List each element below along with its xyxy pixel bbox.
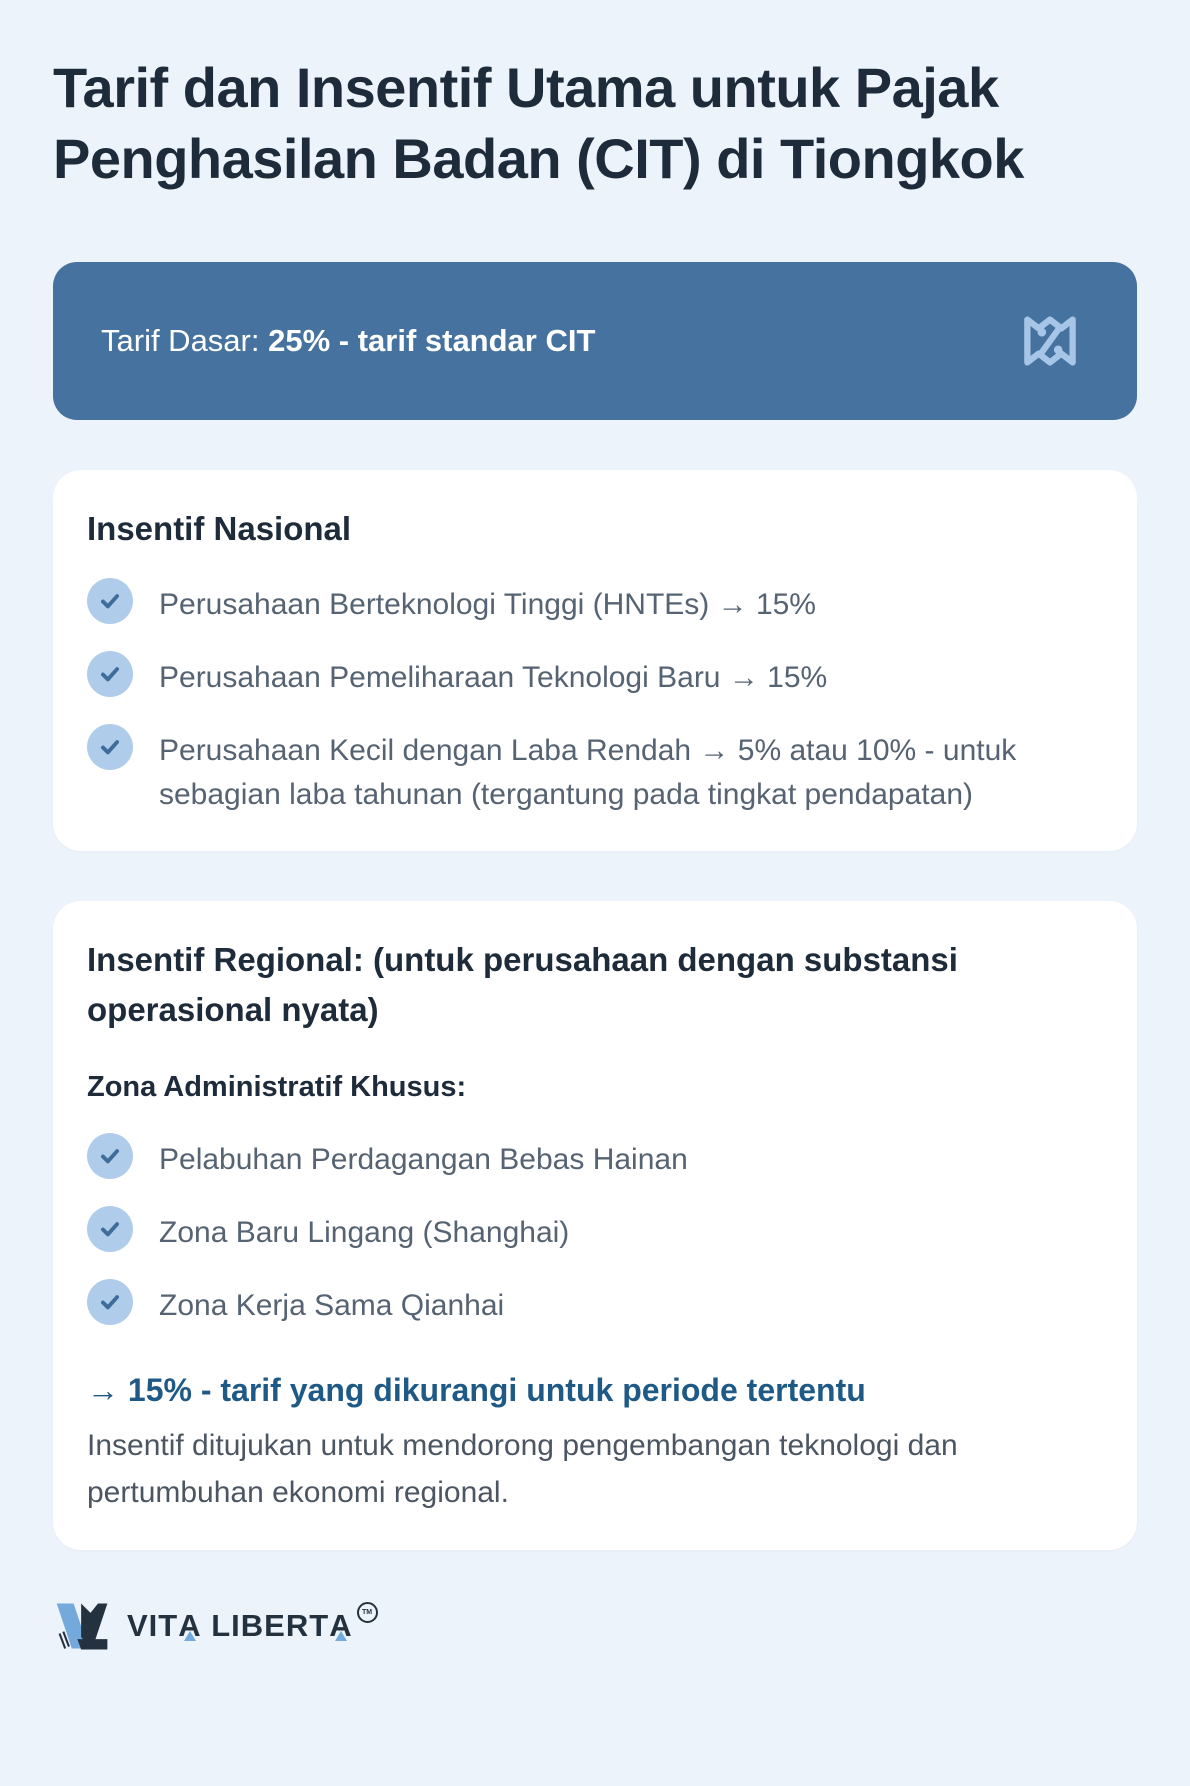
rate-banner-label: Tarif Dasar:: [101, 323, 269, 358]
check-icon: [87, 1279, 133, 1325]
list-item: [87, 1133, 1101, 1182]
check-icon: [87, 1206, 133, 1252]
page-title: Tarif dan Insentif Utama untuk Pajak Penghasilan Badan (CIT) di Tiongkok: [53, 56, 1024, 190]
item-label: Perusahaan Pemeliharaan Teknologi Baru → 15%: [159, 661, 828, 694]
item-label: Zona Baru Lingang (Shanghai): [159, 1216, 570, 1249]
item-label: Perusahaan Kecil dengan Laba Rendah → 5% atau 10% - untuk sebagian laba tahunan (tergantung pada tingkat pendapatan): [159, 734, 1017, 811]
rate-banner: [53, 262, 1137, 420]
list-item: [87, 578, 1101, 627]
check-icon: [87, 1133, 133, 1179]
regional-incentives-card: [53, 901, 1137, 1550]
check-icon: [87, 651, 133, 697]
list-item: [87, 651, 1101, 700]
item-label: Zona Kerja Sama Qianhai: [159, 1289, 505, 1322]
national-items: [87, 578, 1101, 817]
item-label: Pelabuhan Perdagangan Bebas Hainan: [159, 1143, 688, 1176]
regional-items: [87, 1133, 1101, 1328]
check-icon: [87, 724, 133, 770]
rate-banner-text: [101, 323, 595, 359]
item-label: Perusahaan Berteknologi Tinggi (HNTEs) → 15%: [159, 588, 816, 621]
list-item: [87, 724, 1101, 817]
trademark-badge: TM: [357, 1602, 378, 1623]
list-item: [87, 1206, 1101, 1255]
national-incentives-card: [53, 470, 1137, 851]
highlight-rate-text: → 15% - tarif yang dikurangi untuk periode tertentu: [87, 1372, 866, 1408]
ticket-percent-icon: [1011, 302, 1089, 380]
rate-banner-value: 25% - tarif standar CIT: [268, 323, 596, 358]
check-icon: [87, 578, 133, 624]
national-heading: Insentif Nasional: [87, 510, 352, 547]
footer-logo: [53, 1596, 1137, 1656]
vl-logo-icon: [53, 1596, 113, 1656]
brand-name: VITA LIBERTA: [127, 1608, 353, 1643]
note-text: Insentif ditujukan untuk mendorong pengembangan teknologi dan pertumbuhan ekonomi regional.: [87, 1429, 958, 1509]
list-item: [87, 1279, 1101, 1328]
infographic-page: [0, 52, 1190, 1656]
regional-heading: Insentif Regional: (untuk perusahaan dengan substansi operasional nyata): [87, 941, 958, 1028]
regional-subheading: Zona Administratif Khusus:: [87, 1071, 467, 1103]
